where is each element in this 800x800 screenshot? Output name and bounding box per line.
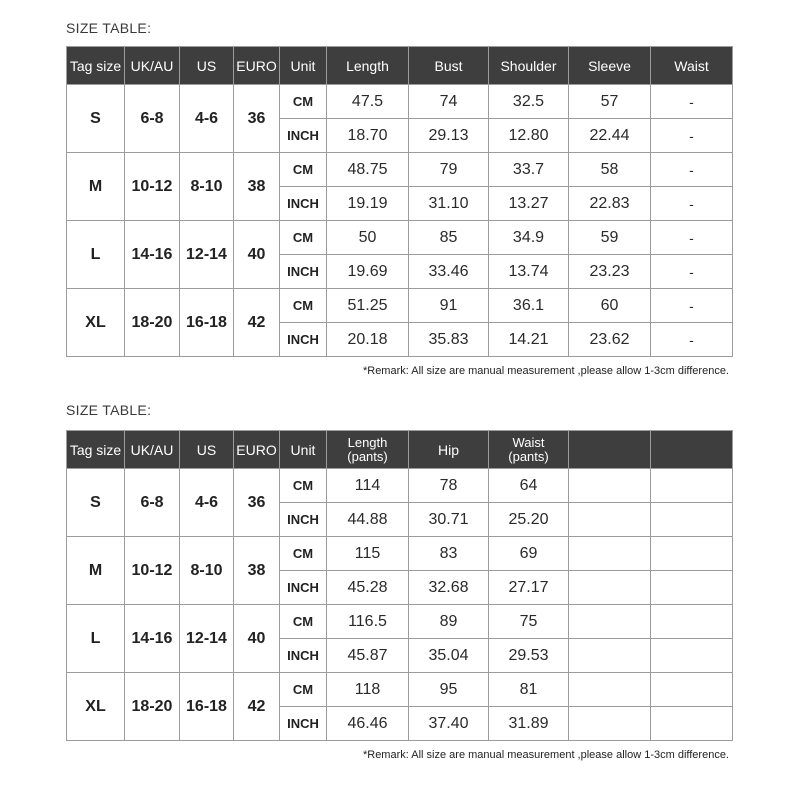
measurement-cell: 19.69: [327, 255, 409, 289]
euro-cell: 38: [234, 537, 280, 605]
table-row: [67, 673, 733, 707]
unit-cell: CM: [280, 153, 327, 187]
tag-size-cell: M: [67, 153, 125, 221]
unit-cell: CM: [280, 221, 327, 255]
measurement-cell: 35.83: [409, 323, 489, 357]
measurement-cell: 12.80: [489, 119, 569, 153]
us-cell: 4-6: [180, 85, 234, 153]
us-cell: 12-14: [180, 221, 234, 289]
measurement-cell: -: [651, 323, 733, 357]
measurement-cell: 95: [409, 673, 489, 707]
unit-cell: INCH: [280, 639, 327, 673]
unit-cell: INCH: [280, 571, 327, 605]
measurement-cell: 31.10: [409, 187, 489, 221]
measurement-cell: [569, 469, 651, 503]
size-table: [66, 46, 733, 357]
measurement-cell: 83: [409, 537, 489, 571]
header-length-pants: Length (pants): [327, 431, 409, 469]
measurement-cell: 81: [489, 673, 569, 707]
tag-size-cell: XL: [67, 673, 125, 741]
euro-cell: 40: [234, 221, 280, 289]
measurement-cell: -: [651, 187, 733, 221]
measurement-cell: 75: [489, 605, 569, 639]
remark-note: *Remark: All size are manual measurement ,please allow 1-3cm difference.: [362, 749, 729, 761]
measurement-cell: 57: [569, 85, 651, 119]
measurement-cell: [569, 503, 651, 537]
measurement-cell: [569, 673, 651, 707]
tag-size-cell: S: [67, 85, 125, 153]
unit-cell: INCH: [280, 323, 327, 357]
unit-cell: CM: [280, 537, 327, 571]
measurement-cell: 19.19: [327, 187, 409, 221]
unit-cell: INCH: [280, 119, 327, 153]
unit-cell: CM: [280, 469, 327, 503]
measurement-cell: 32.68: [409, 571, 489, 605]
measurement-cell: 30.71: [409, 503, 489, 537]
uk-au-cell: 18-20: [125, 673, 180, 741]
us-cell: 8-10: [180, 153, 234, 221]
measurement-cell: 50: [327, 221, 409, 255]
unit-cell: INCH: [280, 187, 327, 221]
table-row: [67, 537, 733, 571]
measurement-cell: 79: [409, 153, 489, 187]
header-unit: Unit: [280, 431, 327, 469]
uk-au-cell: 18-20: [125, 289, 180, 357]
header-tag-size: Tag size: [67, 431, 125, 469]
measurement-cell: 22.44: [569, 119, 651, 153]
uk-au-cell: 6-8: [125, 85, 180, 153]
measurement-cell: 115: [327, 537, 409, 571]
measurement-cell: 74: [409, 85, 489, 119]
measurement-cell: 59: [569, 221, 651, 255]
header-tag-size: Tag size: [67, 47, 125, 85]
us-cell: 16-18: [180, 673, 234, 741]
measurement-cell: -: [651, 221, 733, 255]
measurement-cell: 35.04: [409, 639, 489, 673]
measurement-cell: [569, 537, 651, 571]
euro-cell: 42: [234, 673, 280, 741]
measurement-cell: [651, 605, 733, 639]
measurement-cell: 58: [569, 153, 651, 187]
measurement-cell: -: [651, 85, 733, 119]
table-header-row: [67, 47, 733, 85]
measurement-cell: 34.9: [489, 221, 569, 255]
euro-cell: 42: [234, 289, 280, 357]
uk-au-cell: 10-12: [125, 537, 180, 605]
measurement-cell: 78: [409, 469, 489, 503]
header-us: US: [180, 431, 234, 469]
uk-au-cell: 14-16: [125, 221, 180, 289]
measurement-cell: 31.89: [489, 707, 569, 741]
measurement-cell: 45.87: [327, 639, 409, 673]
measurement-cell: 23.23: [569, 255, 651, 289]
measurement-cell: [651, 503, 733, 537]
section-title: SIZE TABLE:: [66, 402, 152, 418]
measurement-cell: [651, 537, 733, 571]
header-empty: [651, 431, 733, 469]
table-row: [67, 153, 733, 187]
header-shoulder: Shoulder: [489, 47, 569, 85]
measurement-cell: 25.20: [489, 503, 569, 537]
measurement-cell: 37.40: [409, 707, 489, 741]
measurement-cell: 114: [327, 469, 409, 503]
us-cell: 4-6: [180, 469, 234, 537]
size-table-body: [67, 85, 733, 357]
uk-au-cell: 6-8: [125, 469, 180, 537]
measurement-cell: 47.5: [327, 85, 409, 119]
measurement-cell: -: [651, 255, 733, 289]
measurement-cell: 33.46: [409, 255, 489, 289]
measurement-cell: [651, 639, 733, 673]
measurement-cell: 48.75: [327, 153, 409, 187]
unit-cell: CM: [280, 85, 327, 119]
table-row: [67, 85, 733, 119]
measurement-cell: 18.70: [327, 119, 409, 153]
measurement-cell: -: [651, 289, 733, 323]
measurement-cell: [651, 707, 733, 741]
table-row: [67, 289, 733, 323]
measurement-cell: [651, 571, 733, 605]
table-row: [67, 605, 733, 639]
header-uk-au: UK/AU: [125, 431, 180, 469]
measurement-cell: 116.5: [327, 605, 409, 639]
measurement-cell: 36.1: [489, 289, 569, 323]
size-table-body: [67, 469, 733, 741]
measurement-cell: 14.21: [489, 323, 569, 357]
measurement-cell: 60: [569, 289, 651, 323]
measurement-cell: 13.27: [489, 187, 569, 221]
measurement-cell: 22.83: [569, 187, 651, 221]
measurement-cell: 13.74: [489, 255, 569, 289]
measurement-cell: 91: [409, 289, 489, 323]
measurement-cell: [569, 707, 651, 741]
tag-size-cell: L: [67, 221, 125, 289]
table-row: [67, 221, 733, 255]
section-title: SIZE TABLE:: [66, 20, 152, 36]
unit-cell: INCH: [280, 503, 327, 537]
euro-cell: 36: [234, 469, 280, 537]
measurement-cell: 27.17: [489, 571, 569, 605]
measurement-cell: 20.18: [327, 323, 409, 357]
tag-size-cell: M: [67, 537, 125, 605]
measurement-cell: [569, 571, 651, 605]
header-empty: [569, 431, 651, 469]
us-cell: 12-14: [180, 605, 234, 673]
header-euro: EURO: [234, 47, 280, 85]
measurement-cell: 89: [409, 605, 489, 639]
measurement-cell: 23.62: [569, 323, 651, 357]
measurement-cell: 44.88: [327, 503, 409, 537]
measurement-cell: [569, 605, 651, 639]
uk-au-cell: 10-12: [125, 153, 180, 221]
unit-cell: INCH: [280, 255, 327, 289]
unit-cell: CM: [280, 289, 327, 323]
header-sleeve: Sleeve: [569, 47, 651, 85]
header-waist: Waist: [651, 47, 733, 85]
measurement-cell: 45.28: [327, 571, 409, 605]
measurement-cell: 32.5: [489, 85, 569, 119]
measurement-cell: [651, 673, 733, 707]
header-hip: Hip: [409, 431, 489, 469]
measurement-cell: -: [651, 119, 733, 153]
euro-cell: 36: [234, 85, 280, 153]
size-table: [66, 430, 733, 741]
header-unit: Unit: [280, 47, 327, 85]
unit-cell: CM: [280, 673, 327, 707]
measurement-cell: 69: [489, 537, 569, 571]
uk-au-cell: 14-16: [125, 605, 180, 673]
unit-cell: INCH: [280, 707, 327, 741]
header-us: US: [180, 47, 234, 85]
table-row: [67, 469, 733, 503]
us-cell: 8-10: [180, 537, 234, 605]
header-waist-pants: Waist (pants): [489, 431, 569, 469]
us-cell: 16-18: [180, 289, 234, 357]
measurement-cell: 118: [327, 673, 409, 707]
measurement-cell: [569, 639, 651, 673]
unit-cell: CM: [280, 605, 327, 639]
remark-note: *Remark: All size are manual measurement ,please allow 1-3cm difference.: [362, 365, 729, 377]
measurement-cell: 29.13: [409, 119, 489, 153]
euro-cell: 40: [234, 605, 280, 673]
tag-size-cell: L: [67, 605, 125, 673]
measurement-cell: 33.7: [489, 153, 569, 187]
header-uk-au: UK/AU: [125, 47, 180, 85]
tag-size-cell: XL: [67, 289, 125, 357]
header-length: Length: [327, 47, 409, 85]
measurement-cell: 51.25: [327, 289, 409, 323]
table-header-row: [67, 431, 733, 469]
measurement-cell: [651, 469, 733, 503]
measurement-cell: 29.53: [489, 639, 569, 673]
tag-size-cell: S: [67, 469, 125, 537]
measurement-cell: 85: [409, 221, 489, 255]
euro-cell: 38: [234, 153, 280, 221]
header-euro: EURO: [234, 431, 280, 469]
measurement-cell: 64: [489, 469, 569, 503]
header-bust: Bust: [409, 47, 489, 85]
measurement-cell: -: [651, 153, 733, 187]
measurement-cell: 46.46: [327, 707, 409, 741]
